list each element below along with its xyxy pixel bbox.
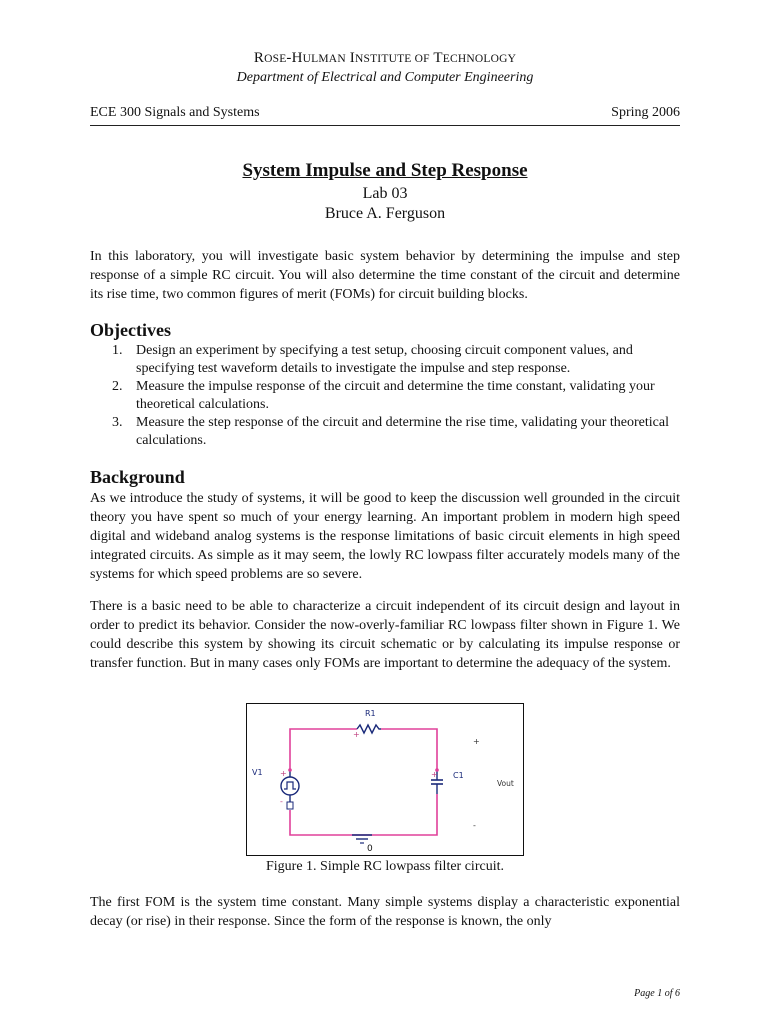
v1-minus-mark: - bbox=[280, 797, 283, 806]
background-paragraph-2: There is a basic need to be able to characterize a circuit independent of its circuit design and layout in order to predict its behavior. Consider the now-overly-familiar RC lowpass filter shown in Figure 1. We could describe this system by showing its circuit schematic or by calculating its impulse response or transfer function. But in many cases only FOMs are important to determine the adequacy of the system. bbox=[90, 599, 680, 671]
institution-name bbox=[0, 50, 770, 67]
background-heading: Background bbox=[90, 467, 185, 487]
institution-name-part: -H bbox=[286, 50, 303, 66]
intro-paragraph: In this laboratory, you will investigate basic system behavior by determining the impulse and step response of a simple RC circuit. You will also determine the time constant of the circuit and determine its rise time, two common figures of merit (FOMs) for circuit building blocks. bbox=[90, 249, 680, 302]
lab-number: Lab 03 bbox=[362, 185, 408, 202]
ground-icon bbox=[352, 835, 372, 843]
department-name: Department of Electrical and Computer Engineering bbox=[236, 70, 534, 85]
vout-plus-mark: + bbox=[473, 737, 480, 746]
v1-plus-mark: + bbox=[280, 769, 287, 778]
figure-caption: Figure 1. Simple RC lowpass filter circuit. bbox=[266, 859, 504, 874]
course-name: ECE 300 Signals and Systems bbox=[90, 105, 260, 120]
fom-paragraph: The first FOM is the system time constant. Many simple systems display a characteristic exponential decay (or rise) in their response. Since the form of the response is known, the only bbox=[90, 895, 680, 929]
c1-plus-mark: + bbox=[431, 770, 438, 779]
objective-item bbox=[90, 414, 680, 450]
objective-number: 2. bbox=[112, 379, 123, 394]
objective-number: 3. bbox=[112, 415, 123, 430]
lab-title: System Impulse and Step Response bbox=[242, 160, 528, 181]
page-number: Page 1 of 6 bbox=[634, 988, 680, 999]
author: Bruce A. Ferguson bbox=[324, 205, 446, 222]
rc-circuit-schematic bbox=[247, 704, 523, 855]
resistor-icon bbox=[357, 725, 381, 733]
vout-label: Vout bbox=[497, 779, 514, 788]
r1-plus-mark: + bbox=[353, 730, 360, 739]
objectives-heading: Objectives bbox=[90, 320, 171, 340]
course-header-row bbox=[90, 105, 680, 126]
objectives-list bbox=[90, 342, 680, 450]
objective-text: Design an experiment by specifying a test setup, choosing circuit component values, and specifying test waveform details to investigate the impulse and step response. bbox=[136, 343, 633, 376]
institution-name-part: T bbox=[429, 50, 443, 66]
objective-text: Measure the step response of the circuit and determine the rise time, validating your theoretical calculations. bbox=[136, 415, 669, 448]
objective-item bbox=[90, 342, 680, 378]
institution-name-part: I bbox=[345, 50, 355, 66]
rc-circuit-figure bbox=[246, 703, 524, 856]
r1-label: R1 bbox=[365, 709, 376, 718]
institution-name-part: ULMAN bbox=[302, 53, 346, 65]
v1-label: V1 bbox=[252, 768, 263, 777]
institution-name-part: R bbox=[253, 50, 265, 66]
institution-name-part: OSE bbox=[264, 53, 287, 65]
circuit-wires bbox=[290, 729, 437, 835]
institution-name-part: ECHNOLOGY bbox=[442, 53, 517, 65]
institution-name-part: NSTITUTE OF bbox=[354, 53, 430, 65]
term: Spring 2006 bbox=[611, 105, 680, 120]
vout-minus-mark: - bbox=[473, 821, 476, 830]
objective-number: 1. bbox=[112, 343, 123, 358]
objective-item bbox=[90, 378, 680, 414]
objective-text: Measure the impulse response of the circuit and determine the time constant, validating your theoretical calculations. bbox=[136, 379, 655, 412]
background-paragraph-1: As we introduce the study of systems, it will be good to keep the discussion well grounded in the circuit theory you have spent so much of your energy learning. An important problem in modern high speed digital and wideband analog systems is the response limitations of basic circuit elements in high speed integrated circuits. As simple as it may seem, the lowly RC lowpass filter accurately models many of the systems for which speed problems are so severe. bbox=[90, 491, 680, 582]
ground-label: 0 bbox=[367, 844, 373, 854]
c1-label: C1 bbox=[453, 771, 464, 780]
